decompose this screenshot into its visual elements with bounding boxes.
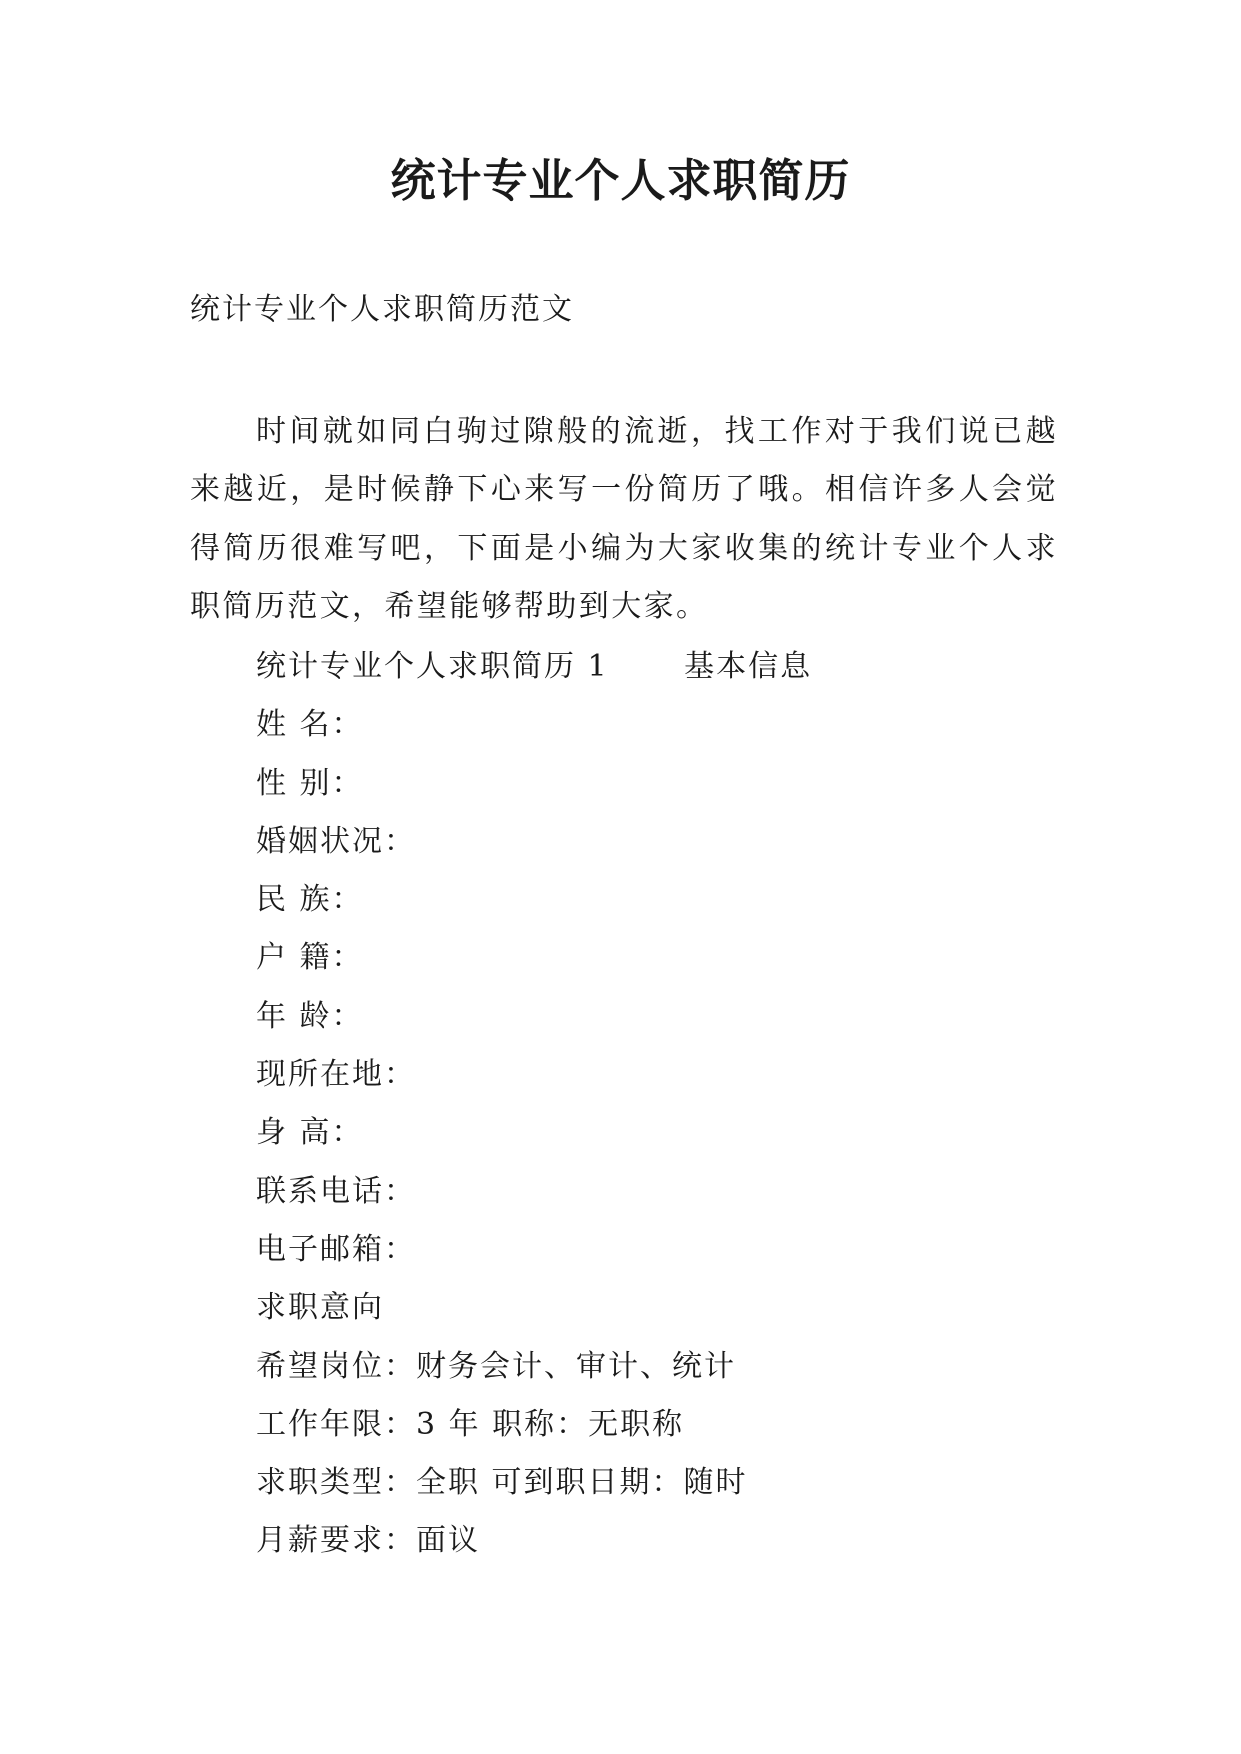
field-salary: 月薪要求：面议 [256,1523,480,1559]
document-subtitle: 统计专业个人求职简历范文 [190,292,574,327]
document-title: 统计专业个人求职简历 [390,154,851,207]
resume-section-heading: 统计专业个人求职简历 1 基本信息 [256,649,813,684]
field-phone: 联系电话： [256,1173,416,1209]
field-name: 姓 名： [256,707,364,743]
field-ethnicity: 民 族： [256,882,364,918]
field-gender: 性 别： [256,765,364,801]
field-email: 电子邮箱： [256,1231,416,1267]
field-household-registration: 户 籍： [256,940,364,976]
job-intention-heading: 求职意向 [256,1290,384,1326]
field-current-location: 现所在地： [256,1057,416,1093]
resume-field-list [256,638,812,1571]
field-age: 年 龄： [256,998,364,1034]
field-height: 身 高： [256,1115,364,1151]
field-desired-position: 希望岗位：财务会计、审计、统计 [256,1348,736,1384]
field-work-experience: 工作年限：3 年 职称：无职称 [256,1406,685,1442]
field-job-type: 求职类型：全职 可到职日期：随时 [256,1465,748,1501]
field-marital-status: 婚姻状况： [256,823,416,859]
intro-paragraph: 时间就如同白驹过隙般的流逝，找工作对于我们说已越来越近，是时候静下心来写一份简历了哦。相信许多人会觉得简历很难写吧，下面是小编为大家收集的统计专业个人求职简历范文，希望能够帮助到大家。 [190,414,1058,624]
